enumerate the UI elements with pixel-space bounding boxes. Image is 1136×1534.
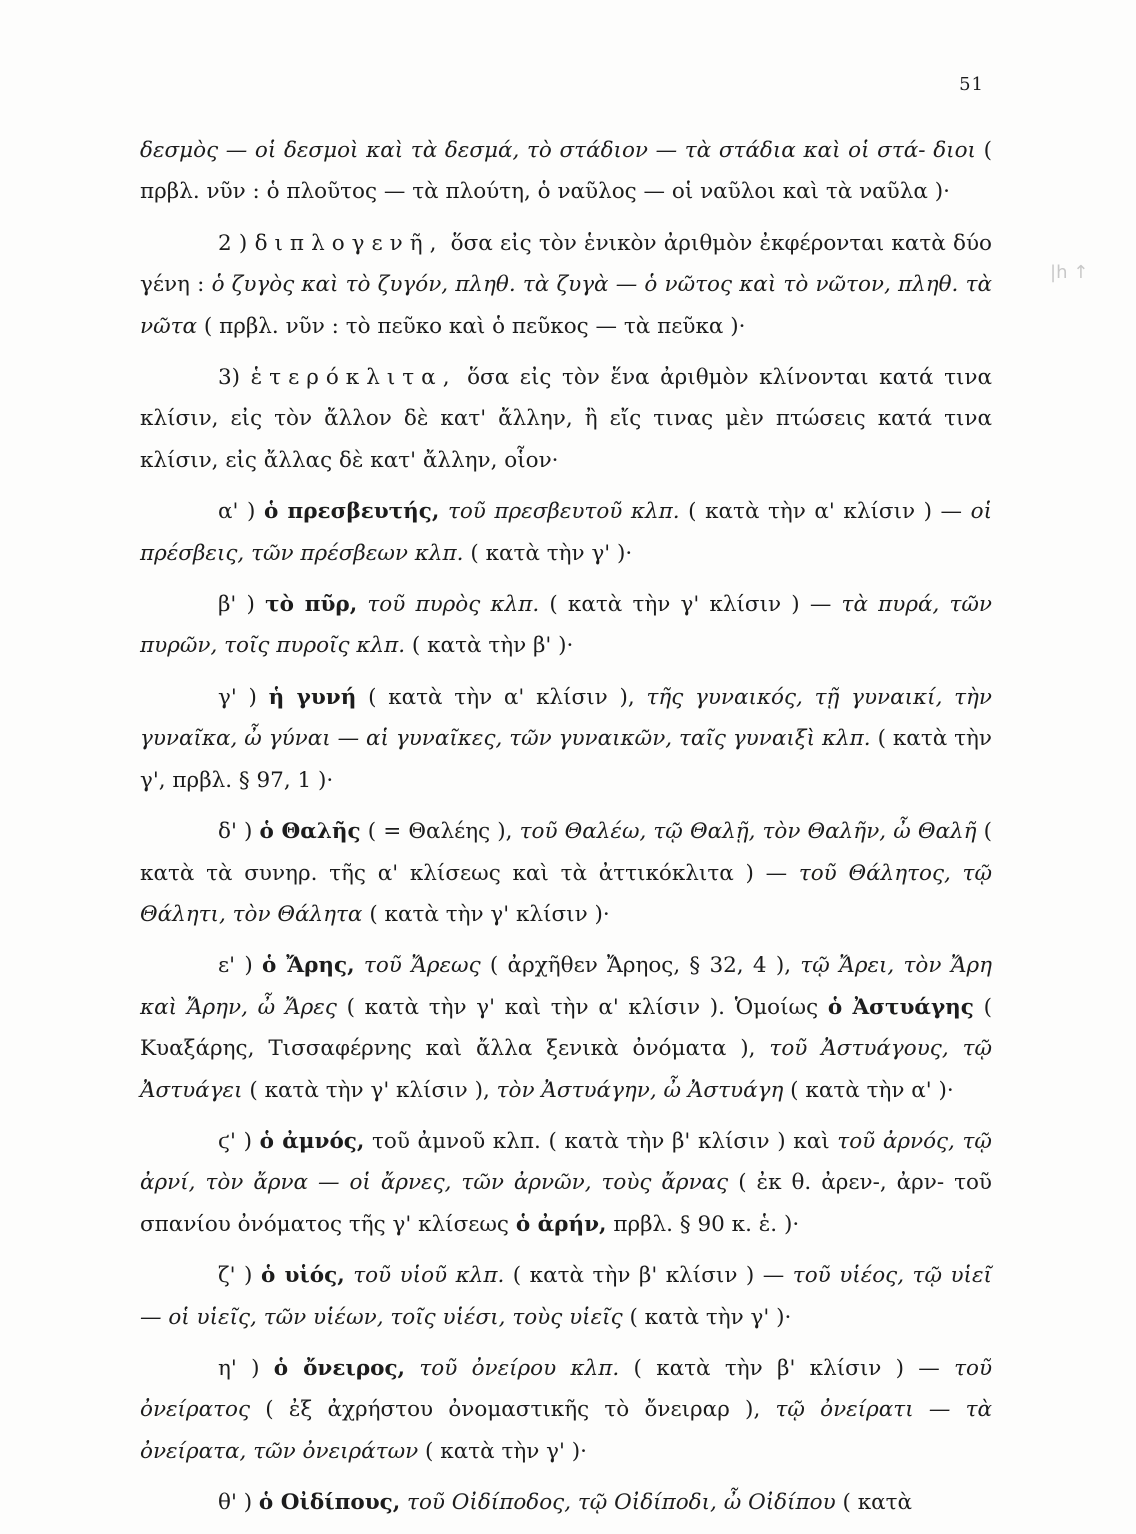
- text-run: ( κατὰ τὴν β' κλίσιν ) —: [512, 1263, 785, 1289]
- entry-stigma: [140, 1121, 992, 1245]
- text-run: τοῦ υἱοῦ κλπ.: [353, 1263, 505, 1289]
- paragraph-heteroklita: [140, 357, 992, 481]
- paragraph-continuation: [140, 130, 992, 213]
- text-run: τῷ Ἄρει, τὸν Ἄρη καὶ Ἄρην, ὦ Ἄρες: [140, 953, 993, 1020]
- margin-pencil-mark: |h ↑: [1050, 262, 1089, 283]
- text-run: τοῦ Οἰδίποδος, τῷ Οἰδίποδι, ὦ Οἰδίπου: [407, 1490, 836, 1516]
- text-run: τοῦ ἀμνοῦ κλπ.: [372, 1128, 541, 1154]
- text-run: ( κατὰ τὴν α' κλίσιν ),: [368, 684, 635, 710]
- text-run: δεσμὸς — οἱ δεσμοὶ καὶ τὰ δεσμά, τὸ στάδιον — τὰ στάδια καὶ οἱ στά-: [140, 138, 926, 163]
- text-run: ( Κυαξάρης, Τισσαφέρνης καὶ ἄλλα ξενικὰ ὀνόματα ),: [140, 994, 992, 1062]
- text-run: ( ἐξ ἀχρήστου ὀνομαστικῆς τὸ ὄνειραρ ),: [265, 1397, 761, 1423]
- text-run: ( κατὰ τὴν γ' κλίσιν ),: [249, 1077, 490, 1103]
- spaced-term: διπλογενῆ,: [254, 230, 444, 256]
- entry-gamma: [140, 677, 992, 801]
- text-run: τοῦ ὀνείρατος: [140, 1355, 993, 1423]
- text-run: τοῦ υἱέος, τῷ υἱεῖ — οἱ υἱεῖς, τῶν υἱέων, τοῖς υἱέσι, τοὺς υἱεῖς: [140, 1263, 992, 1330]
- text-run: ( ἐκ θ. ἀρεν-, ἀρν- τοῦ σπανίου ὀνόματος τῆς γ' κλίσεως: [140, 1170, 992, 1237]
- text-run: ( κατὰ τὴν β' κλίσιν ) —: [633, 1355, 940, 1381]
- entry-number: δ' ): [218, 819, 253, 845]
- text-run: ( κατὰ τὰ συνηρ. τῆς α' κλίσεως καὶ τὰ ἀττικόκλιτα ) —: [140, 819, 992, 886]
- entry-theta: [140, 1482, 992, 1523]
- text-run: ( πρβλ. νῦν : ὁ πλοῦτος — τὰ πλούτη, ὁ ναῦλος — οἱ ναῦλοι καὶ τὰ ναῦλα )·: [140, 138, 992, 205]
- headword: ὁ ἀρήν,: [515, 1211, 607, 1237]
- page-number: 51: [959, 74, 984, 95]
- text-run: ὅσα εἰς τὸν ἑνικὸν ἀριθμὸν ἐκφέρονται κατὰ δύο γένη :: [140, 230, 993, 298]
- text-run: ( κατὰ τὴν γ', πρβλ. § 97, 1 )·: [140, 726, 992, 793]
- text-run: πρβλ. § 90 κ. ἑ. )·: [613, 1211, 800, 1237]
- text-run: ( κατὰ τὴν α' )·: [790, 1077, 954, 1103]
- headword: ὁ Οἰδίπους,: [258, 1490, 401, 1516]
- text-run: ( κατὰ τὴν γ' καὶ τὴν α' κλίσιν ). Ὁμοίως: [346, 994, 819, 1020]
- spaced-term: ἑτερόκλιτα,: [250, 365, 457, 391]
- text-run: ( = Θαλέης ),: [367, 819, 513, 845]
- text-run: τοῦ Ἄρεως: [363, 953, 481, 979]
- text-run: τῷ ὀνείρατι — τὰ ὀνείρατα, τῶν ὀνειράτων: [140, 1397, 992, 1464]
- text-run: ( κατὰ τὴν γ' )·: [629, 1304, 792, 1330]
- text-run: τοῦ Θαλέω, τῷ Θαλῇ, τὸν Θαλῆν, ὦ Θαλῆ: [519, 819, 977, 845]
- paragraph-diplogene: [140, 223, 992, 347]
- text-run: ( πρβλ. νῦν : τὸ πεῦκο καὶ ὁ πεῦκος — τὰ πεῦκα )·: [203, 313, 746, 339]
- entry-number: η' ): [218, 1355, 260, 1381]
- headword: ὁ υἱός,: [260, 1263, 345, 1289]
- headword: ὁ Θαλῆς: [259, 819, 361, 845]
- text-run: ( κατὰ τὴν γ' )·: [470, 540, 633, 566]
- item-number: 2 ): [218, 230, 248, 256]
- entry-delta: [140, 811, 992, 935]
- text-run: τὰ πυρά, τῶν πυρῶν, τοῖς πυροῖς κλπ.: [140, 592, 993, 659]
- entry-eta: [140, 1348, 992, 1472]
- text-run: οἱ πρέσβεις, τῶν πρέσβεων κλπ.: [140, 499, 992, 566]
- item-number: 3): [218, 365, 241, 391]
- headword: ὁ πρεσβευτής,: [263, 499, 440, 525]
- text-run: ( κατὰ τὴν γ' κλίσιν )·: [369, 901, 610, 927]
- headword: ὁ Ἀστυάγης: [827, 994, 974, 1020]
- headword: ὁ ἀμνός,: [259, 1128, 365, 1154]
- entry-number: β' ): [218, 592, 255, 618]
- entry-number: α' ): [218, 499, 256, 525]
- text-run: διοι: [933, 138, 976, 163]
- entry-number: ε' ): [218, 953, 253, 979]
- text-run: τοῦ ὀνείρου κλπ.: [419, 1355, 620, 1381]
- headword: ἡ γυνή: [268, 684, 357, 710]
- headword: ὁ ὄνειρος,: [273, 1355, 406, 1381]
- text-run: ( κατὰ τὴν α' κλίσιν ) —: [688, 499, 963, 525]
- text-run: ( κατὰ τὴν γ' κλίσιν ) —: [549, 592, 832, 618]
- entry-number: γ' ): [218, 684, 257, 710]
- entry-number: ϛ' ): [218, 1128, 252, 1154]
- headword: ὁ Ἄρης,: [261, 953, 355, 979]
- text-run: τὸν Ἀστυάγην, ὦ Ἀστυάγη: [496, 1077, 784, 1103]
- text-run: τοῦ πρεσβευτοῦ κλπ.: [447, 499, 680, 525]
- entry-number: θ' ): [218, 1490, 253, 1516]
- text-run: τοῦ ἀρνός, τῷ ἀρνί, τὸν ἄρνα — οἱ ἄρνες, τῶν ἀρνῶν, τοὺς ἄρνας: [140, 1128, 992, 1196]
- text-run: ὁ ζυγὸς καὶ τὸ ζυγόν, πληθ. τὰ ζυγὰ — ὁ νῶτος καὶ τὸ νῶτον, πληθ. τὰ νῶτα: [140, 272, 992, 339]
- text-run: τοῦ πυρὸς κλπ.: [367, 592, 540, 618]
- entry-epsilon: [140, 945, 992, 1111]
- text-run: ( κατὰ τὴν γ' )·: [425, 1438, 587, 1464]
- entry-number: ζ' ): [218, 1263, 253, 1289]
- text-run: τοῦ Ἀστυάγους, τῷ Ἀστυάγει: [140, 1036, 992, 1103]
- body-text: [140, 130, 992, 1534]
- entry-zeta: [140, 1255, 992, 1338]
- text-run: ( κατὰ τὴν β' )·: [411, 633, 574, 659]
- text-run: ( κατὰ τὴν β' κλίσιν ) καὶ: [548, 1128, 830, 1154]
- text-run: ( κατὰ: [842, 1490, 913, 1516]
- text-run: τοῦ Θάλητος, τῷ Θάλητι, τὸν Θάλητα: [140, 860, 992, 927]
- text-run: ( ἀρχῆθεν Ἄρηος, § 32, 4 ),: [489, 953, 792, 979]
- entry-beta: [140, 584, 992, 667]
- text-run: τῆς γυναικός, τῇ γυναικί, τὴν γυναῖκα, ὦ γύναι — αἱ γυναῖκες, τῶν γυναικῶν, ταῖς γυναιξὶ κλπ.: [140, 684, 993, 752]
- headword: τὸ πῦρ,: [265, 592, 358, 618]
- entry-alpha: [140, 491, 992, 574]
- text-run: ὅσα εἰς τὸν ἕνα ἀριθμὸν κλίνονται κατά τινα κλίσιν, εἰς τὸν ἄλλον δὲ κατ' ἄλλην, ἢ εἴς τινας μὲν πτώσεις κατά τινα κλίσιν, εἰς ἄλλας δὲ κατ' ἄλλην, οἷον·: [140, 365, 992, 473]
